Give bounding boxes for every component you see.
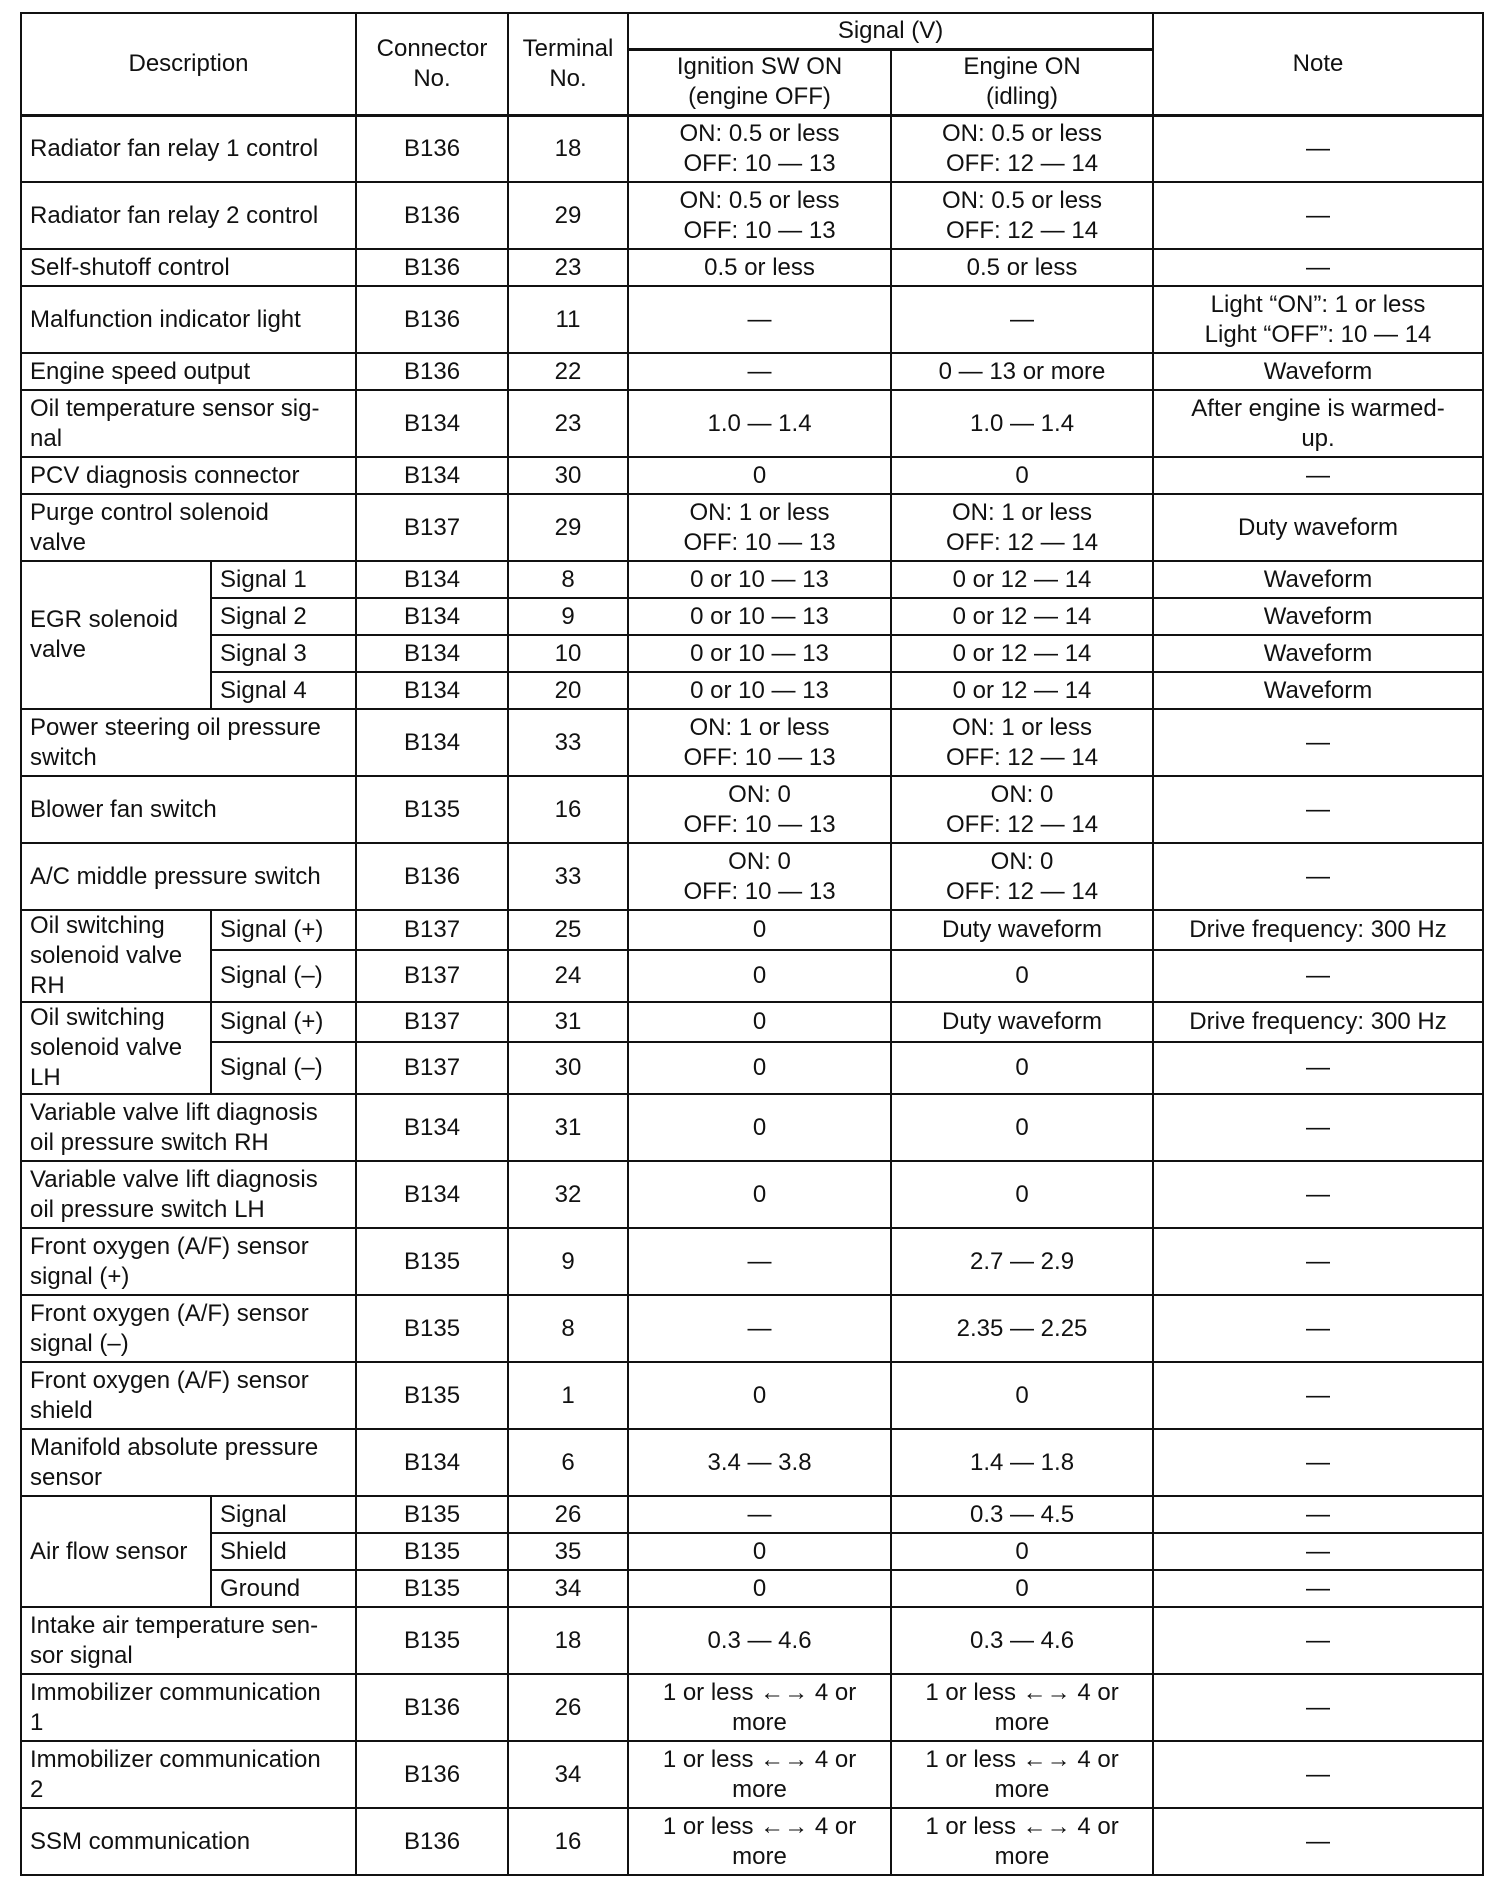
cell-connector: B137 [356, 1002, 508, 1042]
cell-connector: B136 [356, 843, 508, 910]
cell-terminal: 22 [508, 353, 628, 390]
cell-ignition: 1 or less ←→ 4 or more [628, 1741, 891, 1808]
header-ignition: Ignition SW ON (engine OFF) [628, 49, 891, 115]
cell-note: Drive frequency: 300 Hz [1153, 1002, 1483, 1042]
cell-description: Power steering oil pressure switch [21, 709, 356, 776]
cell-connector: B134 [356, 635, 508, 672]
cell-note: — [1153, 1228, 1483, 1295]
table-row [21, 1533, 1483, 1570]
cell-sub-description: Signal 1 [211, 561, 356, 598]
cell-ignition: 0 or 10 — 13 [628, 672, 891, 709]
cell-ignition: ON: 1 or less OFF: 10 — 13 [628, 494, 891, 561]
cell-note: Drive frequency: 300 Hz [1153, 910, 1483, 950]
cell-note: — [1153, 1094, 1483, 1161]
cell-ignition: 0 [628, 1533, 891, 1570]
cell-connector: B135 [356, 1295, 508, 1362]
table-row [21, 353, 1483, 390]
table-row [21, 1741, 1483, 1808]
cell-note: Waveform [1153, 598, 1483, 635]
cell-note: — [1153, 457, 1483, 494]
cell-sub-description: Signal 3 [211, 635, 356, 672]
cell-note: — [1153, 709, 1483, 776]
cell-note: — [1153, 843, 1483, 910]
cell-sub-description: Shield [211, 1533, 356, 1570]
cell-terminal: 9 [508, 1228, 628, 1295]
cell-connector: B136 [356, 1741, 508, 1808]
cell-engine: 1 or less ←→ 4 or more [891, 1674, 1153, 1741]
cell-connector: B137 [356, 950, 508, 1002]
table-row [21, 1496, 1483, 1533]
cell-note: — [1153, 1808, 1483, 1875]
cell-connector: B135 [356, 1362, 508, 1429]
cell-engine: 0.5 or less [891, 249, 1153, 286]
cell-connector: B136 [356, 115, 508, 182]
cell-note: — [1153, 1674, 1483, 1741]
cell-ignition: 3.4 — 3.8 [628, 1429, 891, 1496]
cell-terminal: 33 [508, 843, 628, 910]
cell-description: Purge control solenoid valve [21, 494, 356, 561]
cell-connector: B134 [356, 390, 508, 457]
cell-terminal: 6 [508, 1429, 628, 1496]
header-signal: Signal (V) [628, 13, 1153, 49]
cell-ignition: — [628, 286, 891, 353]
cell-connector: B134 [356, 1429, 508, 1496]
cell-ignition: 0 [628, 457, 891, 494]
cell-note: Waveform [1153, 561, 1483, 598]
cell-ignition: 0 [628, 1002, 891, 1042]
cell-connector: B134 [356, 1161, 508, 1228]
cell-note: — [1153, 1570, 1483, 1607]
cell-ignition: 0 [628, 950, 891, 1002]
cell-connector: B134 [356, 598, 508, 635]
cell-connector: B136 [356, 1808, 508, 1875]
table-row [21, 561, 1483, 598]
header-description: Description [21, 13, 356, 115]
cell-ignition: ON: 1 or less OFF: 10 — 13 [628, 709, 891, 776]
cell-engine: 2.7 — 2.9 [891, 1228, 1153, 1295]
cell-engine: ON: 1 or less OFF: 12 — 14 [891, 494, 1153, 561]
cell-note: After engine is warmed- up. [1153, 390, 1483, 457]
cell-engine: ON: 0.5 or less OFF: 12 — 14 [891, 115, 1153, 182]
cell-note: — [1153, 950, 1483, 1002]
cell-description: Oil temperature sensor sig- nal [21, 390, 356, 457]
cell-description-group: Oil switching solenoid valve LH [21, 1002, 211, 1094]
cell-description: Blower fan switch [21, 776, 356, 843]
cell-note: — [1153, 1607, 1483, 1674]
cell-sub-description: Ground [211, 1570, 356, 1607]
cell-description: Front oxygen (A/F) sensor signal (+) [21, 1228, 356, 1295]
cell-description: SSM communication [21, 1808, 356, 1875]
cell-terminal: 16 [508, 776, 628, 843]
table-row [21, 672, 1483, 709]
cell-engine: Duty waveform [891, 1002, 1153, 1042]
cell-engine: 1 or less ←→ 4 or more [891, 1741, 1153, 1808]
cell-connector: B137 [356, 494, 508, 561]
cell-engine: 0 or 12 — 14 [891, 635, 1153, 672]
header-note: Note [1153, 13, 1483, 115]
cell-description: Engine speed output [21, 353, 356, 390]
cell-ignition: — [628, 1295, 891, 1362]
cell-ignition: 1 or less ←→ 4 or more [628, 1808, 891, 1875]
cell-ignition: ON: 0.5 or less OFF: 10 — 13 [628, 115, 891, 182]
table-row [21, 1295, 1483, 1362]
cell-description: Front oxygen (A/F) sensor signal (–) [21, 1295, 356, 1362]
cell-ignition: 0 [628, 1362, 891, 1429]
cell-note: — [1153, 1295, 1483, 1362]
cell-connector: B137 [356, 1042, 508, 1094]
cell-ignition: ON: 0.5 or less OFF: 10 — 13 [628, 182, 891, 249]
cell-note: Waveform [1153, 353, 1483, 390]
cell-description: Immobilizer communication 1 [21, 1674, 356, 1741]
cell-note: — [1153, 182, 1483, 249]
cell-terminal: 18 [508, 1607, 628, 1674]
cell-engine: 0 [891, 457, 1153, 494]
cell-terminal: 32 [508, 1161, 628, 1228]
cell-terminal: 29 [508, 494, 628, 561]
table-row [21, 709, 1483, 776]
table-row [21, 635, 1483, 672]
cell-engine: 0 or 12 — 14 [891, 561, 1153, 598]
cell-ignition: 1.0 — 1.4 [628, 390, 891, 457]
cell-description: Variable valve lift diagnosis oil pressure switch RH [21, 1094, 356, 1161]
cell-connector: B134 [356, 1094, 508, 1161]
cell-connector: B134 [356, 561, 508, 598]
cell-engine: 0 [891, 1533, 1153, 1570]
cell-description: Radiator fan relay 1 control [21, 115, 356, 182]
cell-description-group: EGR solenoid valve [21, 561, 211, 709]
cell-terminal: 33 [508, 709, 628, 776]
table-row [21, 1570, 1483, 1607]
cell-terminal: 8 [508, 561, 628, 598]
cell-engine: Duty waveform [891, 910, 1153, 950]
cell-terminal: 26 [508, 1496, 628, 1533]
cell-description: Self-shutoff control [21, 249, 356, 286]
cell-ignition: — [628, 1496, 891, 1533]
cell-description: Immobilizer communication 2 [21, 1741, 356, 1808]
cell-engine: 0 [891, 1362, 1153, 1429]
table-row [21, 1042, 1483, 1094]
cell-sub-description: Signal (+) [211, 910, 356, 950]
cell-terminal: 34 [508, 1570, 628, 1607]
table-row [21, 776, 1483, 843]
cell-engine: 0 [891, 1042, 1153, 1094]
cell-terminal: 31 [508, 1094, 628, 1161]
cell-connector: B134 [356, 709, 508, 776]
cell-engine: 1.4 — 1.8 [891, 1429, 1153, 1496]
cell-ignition: 0.3 — 4.6 [628, 1607, 891, 1674]
cell-note: — [1153, 115, 1483, 182]
table-row [21, 1228, 1483, 1295]
cell-engine: 0 [891, 1161, 1153, 1228]
cell-terminal: 8 [508, 1295, 628, 1362]
table-row [21, 1674, 1483, 1741]
table-row [21, 1362, 1483, 1429]
cell-note: Duty waveform [1153, 494, 1483, 561]
cell-ignition: 0 [628, 1042, 891, 1094]
table-row [21, 1607, 1483, 1674]
cell-engine: — [891, 286, 1153, 353]
cell-engine: ON: 0 OFF: 12 — 14 [891, 776, 1153, 843]
cell-terminal: 25 [508, 910, 628, 950]
cell-sub-description: Signal 2 [211, 598, 356, 635]
cell-ignition: 0 [628, 910, 891, 950]
cell-engine: 0 [891, 1570, 1153, 1607]
cell-ignition: 0 [628, 1161, 891, 1228]
cell-ignition: ON: 0 OFF: 10 — 13 [628, 843, 891, 910]
cell-ignition: 0.5 or less [628, 249, 891, 286]
cell-note: — [1153, 249, 1483, 286]
header-terminal: Terminal No. [508, 13, 628, 115]
cell-connector: B135 [356, 1496, 508, 1533]
cell-terminal: 35 [508, 1533, 628, 1570]
cell-terminal: 1 [508, 1362, 628, 1429]
cell-note: — [1153, 1741, 1483, 1808]
cell-terminal: 29 [508, 182, 628, 249]
cell-sub-description: Signal (–) [211, 1042, 356, 1094]
header-engine: Engine ON (idling) [891, 49, 1153, 115]
cell-terminal: 23 [508, 249, 628, 286]
cell-connector: B135 [356, 1533, 508, 1570]
cell-engine: 0 [891, 1094, 1153, 1161]
cell-terminal: 34 [508, 1741, 628, 1808]
cell-note: — [1153, 1362, 1483, 1429]
cell-engine: 0 or 12 — 14 [891, 672, 1153, 709]
cell-connector: B136 [356, 286, 508, 353]
cell-note: — [1153, 1429, 1483, 1496]
cell-terminal: 18 [508, 115, 628, 182]
cell-terminal: 23 [508, 390, 628, 457]
cell-engine: 0 or 12 — 14 [891, 598, 1153, 635]
cell-engine: 0.3 — 4.6 [891, 1607, 1153, 1674]
table-row [21, 1002, 1483, 1042]
cell-ignition: 1 or less ←→ 4 or more [628, 1674, 891, 1741]
table-row [21, 457, 1483, 494]
cell-connector: B135 [356, 1228, 508, 1295]
cell-terminal: 10 [508, 635, 628, 672]
ecm-signal-table [20, 12, 1484, 1876]
cell-ignition: 0 or 10 — 13 [628, 598, 891, 635]
cell-description: Front oxygen (A/F) sensor shield [21, 1362, 356, 1429]
cell-terminal: 31 [508, 1002, 628, 1042]
cell-engine: 2.35 — 2.25 [891, 1295, 1153, 1362]
cell-note: Waveform [1153, 672, 1483, 709]
cell-engine: 0 — 13 or more [891, 353, 1153, 390]
cell-ignition: — [628, 353, 891, 390]
table-row [21, 494, 1483, 561]
table-row [21, 286, 1483, 353]
cell-ignition: 0 [628, 1570, 891, 1607]
cell-terminal: 16 [508, 1808, 628, 1875]
cell-description: Manifold absolute pressure sensor [21, 1429, 356, 1496]
cell-sub-description: Signal [211, 1496, 356, 1533]
cell-terminal: 9 [508, 598, 628, 635]
cell-ignition: ON: 0 OFF: 10 — 13 [628, 776, 891, 843]
cell-terminal: 24 [508, 950, 628, 1002]
table-row [21, 598, 1483, 635]
table-row [21, 910, 1483, 950]
cell-connector: B135 [356, 1607, 508, 1674]
cell-description: Malfunction indicator light [21, 286, 356, 353]
cell-ignition: 0 or 10 — 13 [628, 635, 891, 672]
cell-description: Radiator fan relay 2 control [21, 182, 356, 249]
cell-connector: B137 [356, 910, 508, 950]
cell-description-group: Oil switching solenoid valve RH [21, 910, 211, 1002]
cell-ignition: — [628, 1228, 891, 1295]
header-connector: Connector No. [356, 13, 508, 115]
table-row [21, 1094, 1483, 1161]
table-row [21, 1161, 1483, 1228]
cell-connector: B136 [356, 249, 508, 286]
table-row [21, 249, 1483, 286]
cell-engine: 1 or less ←→ 4 or more [891, 1808, 1153, 1875]
cell-note: — [1153, 1161, 1483, 1228]
cell-ignition: 0 or 10 — 13 [628, 561, 891, 598]
cell-engine: ON: 0 OFF: 12 — 14 [891, 843, 1153, 910]
cell-terminal: 30 [508, 1042, 628, 1094]
cell-engine: ON: 0.5 or less OFF: 12 — 14 [891, 182, 1153, 249]
cell-engine: 0.3 — 4.5 [891, 1496, 1153, 1533]
cell-ignition: 0 [628, 1094, 891, 1161]
cell-terminal: 20 [508, 672, 628, 709]
cell-connector: B134 [356, 457, 508, 494]
cell-sub-description: Signal (+) [211, 1002, 356, 1042]
cell-note: — [1153, 1496, 1483, 1533]
cell-terminal: 11 [508, 286, 628, 353]
cell-engine: 1.0 — 1.4 [891, 390, 1153, 457]
signal-table-container [20, 12, 1484, 1876]
table-row [21, 843, 1483, 910]
cell-connector: B136 [356, 353, 508, 390]
cell-connector: B134 [356, 672, 508, 709]
table-row [21, 1808, 1483, 1875]
cell-description: PCV diagnosis connector [21, 457, 356, 494]
cell-note: — [1153, 1533, 1483, 1570]
cell-note: Light “ON”: 1 or less Light “OFF”: 10 — 14 [1153, 286, 1483, 353]
table-row [21, 182, 1483, 249]
cell-sub-description: Signal (–) [211, 950, 356, 1002]
cell-terminal: 30 [508, 457, 628, 494]
table-row [21, 115, 1483, 182]
cell-description: Intake air temperature sen- sor signal [21, 1607, 356, 1674]
cell-terminal: 26 [508, 1674, 628, 1741]
table-row [21, 390, 1483, 457]
cell-note: — [1153, 776, 1483, 843]
cell-note: Waveform [1153, 635, 1483, 672]
cell-description: A/C middle pressure switch [21, 843, 356, 910]
cell-engine: ON: 1 or less OFF: 12 — 14 [891, 709, 1153, 776]
cell-connector: B136 [356, 182, 508, 249]
cell-connector: B135 [356, 776, 508, 843]
table-row [21, 1429, 1483, 1496]
cell-engine: 0 [891, 950, 1153, 1002]
cell-sub-description: Signal 4 [211, 672, 356, 709]
cell-description: Variable valve lift diagnosis oil pressure switch LH [21, 1161, 356, 1228]
cell-description-group: Air flow sensor [21, 1496, 211, 1607]
table-row [21, 950, 1483, 1002]
cell-connector: B135 [356, 1570, 508, 1607]
cell-connector: B136 [356, 1674, 508, 1741]
cell-note: — [1153, 1042, 1483, 1094]
